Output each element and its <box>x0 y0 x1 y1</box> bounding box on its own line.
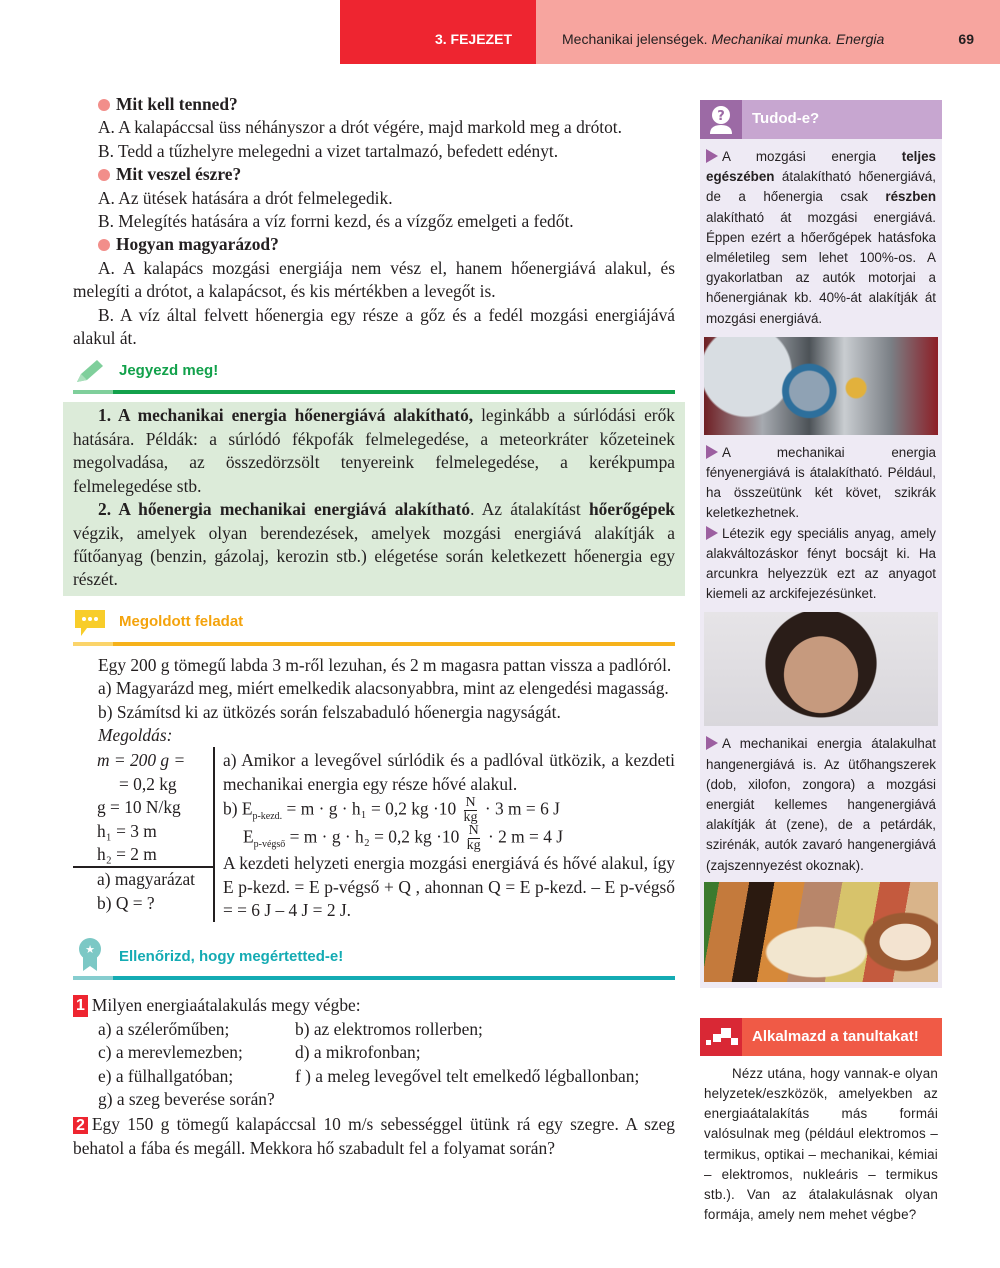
svg-text:★: ★ <box>85 943 95 957</box>
problem-question-a: a) Magyarázd meg, miért emelkedik alacsonyabbra, mint az elengedési magasság. <box>98 678 669 699</box>
engine-photo <box>704 337 938 435</box>
award-ribbon-icon <box>73 936 107 972</box>
pencil-icon <box>73 358 107 386</box>
section-rule <box>73 976 675 980</box>
tudod-e-header <box>700 100 942 139</box>
section-title: Megoldott feladat <box>119 613 244 631</box>
section-rule <box>73 642 675 646</box>
note-paragraph: 2. A hőenergia mechanikai energiává alakítható. Az átalakítást hőerőgépek végzik, amelyek olyan berendezések, amelyek mozgási energiává alakítják a fűtőanyag (benzin, gázolaj, kerozin stb.) elégetése során keletkezett hőenergia egy részét. <box>73 499 675 590</box>
triangle-bullet-icon <box>706 526 718 540</box>
section-title: Ellenőrizd, hogy megértetted-e! <box>119 947 344 965</box>
section-megoldott-feladat <box>73 602 675 923</box>
question-person-icon <box>700 100 742 139</box>
sidebar <box>700 100 942 1226</box>
bullet-dot-icon <box>98 169 110 181</box>
task-1-options: a) a szélerőműben; b) az elektromos rollerben; c) a merevlemezben; d) a mikrofonban; e) a fülhallgatóban; f ) a meleg levegővel telt emelkedő légballonban; g) a szeg beverése során? <box>98 1018 640 1109</box>
paragraph: B. A víz által felvett hőenergia egy része a gőz és a fedél mozgási energiájává alakul át. <box>73 304 675 349</box>
paragraph: B. Tedd a tűzhelyre melegedni a vizet tartalmazó, befedett edényt. <box>98 140 559 161</box>
tudod-paragraph-4: A mechanikai energia átalakulhat hangenergiává is. Az ütőhangszerek (dob, xilofon, zongora) a mozgási energiát kellemes hangenergiává alakítják át (zene), de a petárdák, szirénák, autók zavaró hangenergiává (zajszennyezést okoznak). <box>706 736 936 873</box>
section-header <box>73 350 675 386</box>
bullet-dot-icon <box>98 99 110 111</box>
speech-bubble-icon <box>73 606 107 638</box>
chapter-label: 3. FEJEZET <box>340 0 536 64</box>
solution-conclusion: A kezdeti helyzeti energia mozgási energiává és hővé alakul, így E p-kezd. = E p-végső + Q , ahonnan Q = E p-kezd. – E p-végső = = 6 J – 4 J = 2 J. <box>223 853 675 920</box>
question-heading: Mit veszel észre? <box>73 163 675 186</box>
blocks-icon <box>700 1018 742 1056</box>
page-number: 69 <box>958 31 974 47</box>
paragraph: A. Az ütések hatására a drót felmelegedik. <box>98 187 393 208</box>
given-column: m = 200 g = = 0,2 kg g = 10 N/kg h₁ = 3 m h₂ = 2 m a) magyarázat b) Q = ? <box>73 747 215 922</box>
running-title-italic: Mechanikai munka. Energia <box>711 31 885 47</box>
task-number: 1 <box>73 995 88 1017</box>
tudod-paragraph-2: A mechanikai energia fényenergiává is átalakítható. Például, ha összeütünk két követ, szikrák keletkezhetnek. <box>706 444 936 521</box>
alkalmazd-text: Nézz utána, hogy vannak-e olyan helyzetek/eszközök, amelyekben az energiaátalakítás más formái valósulnak meg (például elektromos – termikus, optikai – mechanikai, kémiai – elektromos, nukleáris – termikus stb.). Van az átalakulásnak olyan formája, amely nem mehet végbe? <box>704 1065 938 1223</box>
solution-label: Megoldás: <box>98 724 173 745</box>
svg-text:?: ? <box>717 108 725 124</box>
section-ellenorizd <box>73 932 675 1160</box>
section-rule <box>73 390 675 394</box>
page-header <box>340 0 1000 64</box>
running-title-regular: Mechanikai jelenségek. <box>562 31 708 47</box>
paragraph: A. A kalapáccsal üss néhányszor a drót végére, majd markold meg a drótot. <box>98 117 622 138</box>
triangle-bullet-icon <box>706 149 718 163</box>
note-paragraph: 1. A mechanikai energia hőenergiává alakítható, leginkább a súrlódási erők hatására. Példák: a súrlódó fékpofák felmelegedése, a meteorkráter kőzeteinek megolvadása, az összedörzsölt tenyereink felmelegedése, a kerékpumpa felmelegedése stb. <box>73 405 675 496</box>
section-header <box>73 602 675 638</box>
section-jegyezd-meg <box>73 350 675 595</box>
task-number: 2 <box>73 1117 88 1134</box>
tudod-paragraph-3: Létezik egy speciális anyag, amely alakváltozáskor fényt bocsájt ki. Ha arcunkra helyezzük ezt az anyagot kiemeli az arckifejezésünket. <box>706 525 936 602</box>
alkalmazd-title: Alkalmazd a tanultakat! <box>752 1027 919 1045</box>
main-column <box>73 93 675 1161</box>
problem-text: Egy 200 g tömegű labda 3 m-ről lezuhan, és 2 m magasra pattan vissza a padlóról. <box>98 654 672 675</box>
task-1: 1 Milyen energiaátalakulás megy végbe: <box>73 994 675 1017</box>
paragraph: A. A kalapács mozgási energiája nem vész el, hanem hőenergiává alakul, és melegíti a drótot, a kalapácsot, és kis mértékben a levegőt is. <box>73 257 675 302</box>
solution-a: a) Amikor a levegővel súrlódik és a padlóval ütközik, a kezdeti mechanikai energia egy része hővé alakul. <box>223 750 675 794</box>
task-2: 2 Egy 150 g tömegű kalapáccsal 10 m/s sebességgel ütünk rá egy szegre. A szeg behatol a fába és megáll. Mekkora hő szabadult fel a folyamat során? <box>73 1114 675 1159</box>
face-photo <box>704 612 938 726</box>
problem-question-b: b) Számítsd ki az ütközés során felszabaduló hőenergia nagyságát. <box>98 701 561 722</box>
question-heading: Mit kell tenned? <box>73 93 675 116</box>
tudod-paragraph-1: A mozgási energia teljes egészében átalakítható hőenergiává, de a hőenergia csak részben alakítható át mozgási energiává. Éppen ezért a hőerőgépek hatásfoka elméletileg sem lehet 100%-os. A gyakorlatban az autók motorjai a hőenergiának kb. 40%-át alakítják át mozgási energiává. <box>706 149 936 326</box>
alkalmazd-header <box>700 1018 942 1056</box>
alkalmazd-box <box>700 1018 942 1226</box>
question-heading: Hogyan magyarázod? <box>73 233 675 256</box>
equation-ep-kezd: b) $E_{p-kezd.} = m \cdot g \cdot h_1 = 0,2$ kg ·10 $\frac{N}{kg}$ · 3 m = 6 J <box>223 795 560 826</box>
tudod-e-title: Tudod-e? <box>752 110 820 128</box>
solution-column <box>215 747 675 922</box>
note-box <box>63 402 685 595</box>
triangle-bullet-icon <box>706 445 718 459</box>
tudod-e-box <box>700 100 942 988</box>
section-header <box>73 932 675 972</box>
equation-ep-vegso: $E_{p-végső} = m \cdot g \cdot h_2 = 0,2$ kg ·10 $\frac{N}{kg}$ · 2 m = 4 J <box>243 823 564 854</box>
paragraph: B. Melegítés hatására a víz forrni kezd, és a vízgőz emelgeti a fedőt. <box>98 211 574 232</box>
solution-table <box>73 747 675 922</box>
bullet-dot-icon <box>98 239 110 251</box>
drums-photo <box>704 882 938 982</box>
triangle-bullet-icon <box>706 736 718 750</box>
running-title <box>536 0 1000 64</box>
section-title: Jegyezd meg! <box>119 362 219 380</box>
